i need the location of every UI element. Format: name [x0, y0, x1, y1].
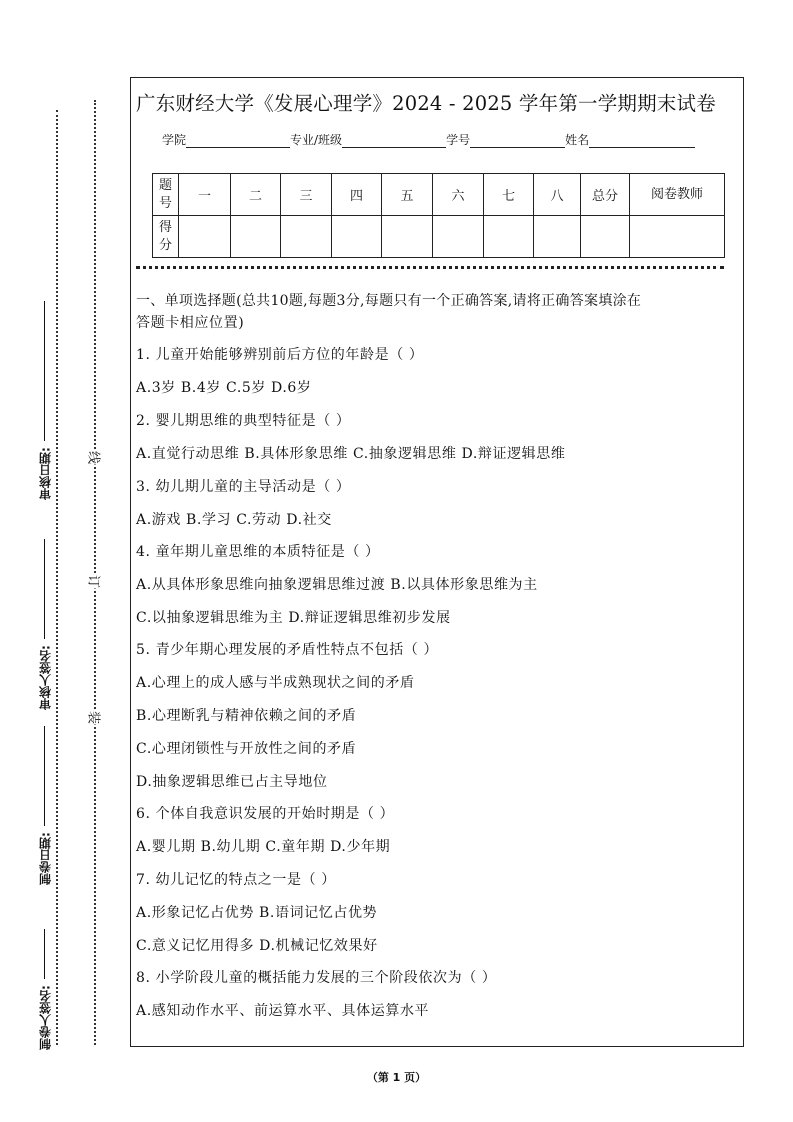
exam-title: 广东财经大学《发展心理学》2024 - 2025 学年第一学期期末试卷 [136, 92, 716, 115]
left-dotted-line [56, 110, 58, 1045]
compile-date-text: 制卷日期: [38, 832, 53, 885]
score-cell[interactable] [382, 216, 433, 258]
binding-mark-staple: 订 [86, 575, 105, 589]
score-col-2: 二 [231, 174, 281, 216]
question-option: A.心理上的成人感与半成熟现状之间的矛盾 [136, 675, 415, 691]
question-option: A.婴儿期 B.幼儿期 C.童年期 D.少年期 [136, 839, 391, 855]
score-table-row2-header: 得分 [153, 216, 179, 258]
compiler-signature-line[interactable] [45, 929, 46, 979]
score-col-reviewer: 阅卷教师 [630, 174, 725, 216]
compile-date-line[interactable] [45, 726, 46, 826]
question-option: A.游戏 B.学习 C.劳动 D.社交 [136, 512, 332, 528]
score-cell[interactable] [534, 216, 581, 258]
question-option: C.心理闭锁性与开放性之间的矛盾 [136, 741, 357, 757]
field-major-input[interactable] [342, 135, 446, 148]
score-col-3: 三 [281, 174, 332, 216]
reviewer-signature-line[interactable] [45, 539, 46, 639]
reviewer-signature-text: 审核人签名: [38, 645, 53, 710]
score-col-6: 六 [433, 174, 484, 216]
question-stem: 7. 幼儿记忆的特点之一是（ ） [136, 872, 336, 888]
dotted-separator [136, 266, 724, 269]
compiler-signature-text: 制卷人签名: [38, 985, 53, 1050]
score-col-total: 总分 [581, 174, 630, 216]
field-name-label: 姓名 [565, 133, 590, 147]
question-stem: 1. 儿童开始能够辨别前后方位的年龄是（ ） [136, 347, 424, 363]
binding-mark-bind: 装 [86, 711, 105, 725]
binding-mark-line: 线 [86, 451, 105, 465]
question-option: A.形象记忆占优势 B.语词记忆占优势 [136, 905, 378, 921]
question-option: C.以抽象逻辑思维为主 D.辩证逻辑思维初步发展 [136, 610, 451, 626]
score-cell[interactable] [231, 216, 281, 258]
score-cell[interactable] [630, 216, 725, 258]
score-cell[interactable] [332, 216, 382, 258]
score-table [152, 173, 725, 258]
score-col-5: 五 [382, 174, 433, 216]
score-col-1: 一 [179, 174, 231, 216]
score-table-row1-header: 题号 [153, 174, 179, 216]
student-info-row [162, 131, 695, 148]
field-major-label: 专业/班级 [290, 133, 343, 147]
question-option: A.直觉行动思维 B.具体形象思维 C.抽象逻辑思维 D.辩证逻辑思维 [136, 446, 566, 462]
field-college-label: 学院 [162, 133, 187, 147]
score-cell[interactable] [433, 216, 484, 258]
score-cell[interactable] [581, 216, 630, 258]
review-date-line[interactable] [45, 301, 46, 441]
score-col-4: 四 [332, 174, 382, 216]
question-option: A.感知动作水平、前运算水平、具体运算水平 [136, 1003, 430, 1019]
compile-date-label [38, 705, 52, 885]
compiler-signature-label [38, 900, 52, 1050]
score-cell[interactable] [179, 216, 231, 258]
field-id-label: 学号 [446, 133, 471, 147]
score-cell[interactable] [484, 216, 534, 258]
question-stem: 3. 幼儿期儿童的主导活动是（ ） [136, 479, 351, 495]
field-name-input[interactable] [589, 135, 695, 148]
score-col-7: 七 [484, 174, 534, 216]
page-number: （第 1 页） [366, 1071, 427, 1084]
binding-dotted-line [94, 100, 96, 1045]
question-stem: 8. 小学阶段儿童的概括能力发展的三个阶段依次为（ ） [136, 970, 497, 986]
review-date-text: 审核日期: [38, 447, 53, 500]
field-college-input[interactable] [186, 135, 290, 148]
question-option: A.3岁 B.4岁 C.5岁 D.6岁 [136, 380, 312, 396]
question-stem: 6. 个体自我意识发展的开始时期是（ ） [136, 806, 395, 822]
question-option: D.抽象逻辑思维已占主导地位 [136, 774, 328, 790]
question-option: C.意义记忆用得多 D.机械记忆效果好 [136, 938, 378, 954]
section-heading-line1: 一、单项选择题(总共10题,每题3分,每题只有一个正确答案,请将正确答案填涂在 [136, 293, 642, 309]
review-date-label [38, 290, 52, 500]
question-stem: 4. 童年期儿童思维的本质特征是（ ） [136, 544, 380, 560]
question-option: B.心理断乳与精神依赖之间的矛盾 [136, 708, 357, 724]
field-id-input[interactable] [470, 135, 565, 148]
question-stem: 5. 青少年期心理发展的矛盾性特点不包括（ ） [136, 642, 439, 658]
reviewer-signature-label [38, 505, 52, 710]
question-option: A.从具体形象思维向抽象逻辑思维过渡 B.以具体形象思维为主 [136, 577, 538, 593]
section-heading-line2: 答题卡相应位置) [136, 315, 245, 331]
score-cell[interactable] [281, 216, 332, 258]
score-col-8: 八 [534, 174, 581, 216]
question-stem: 2. 婴儿期思维的典型特征是（ ） [136, 413, 351, 429]
